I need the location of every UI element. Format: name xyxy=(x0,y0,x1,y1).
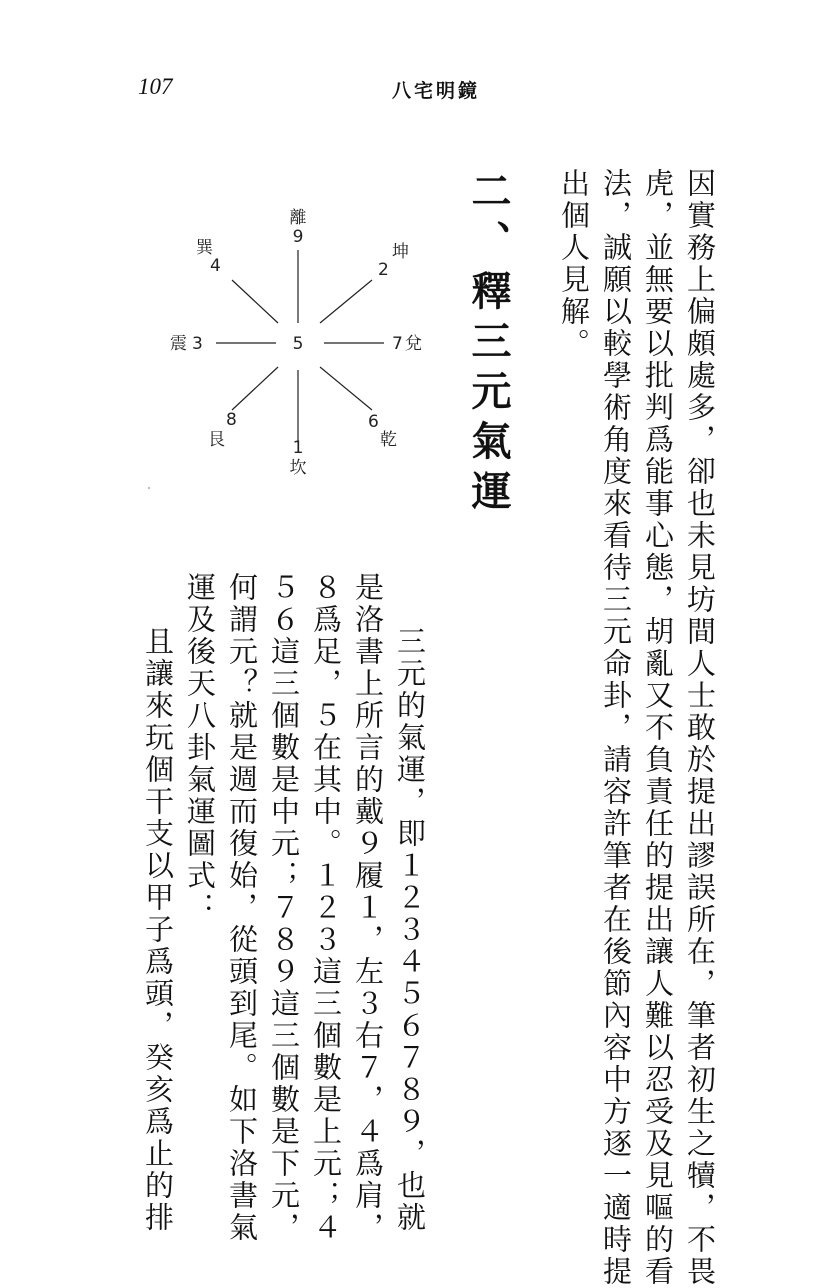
line-down-left xyxy=(232,367,278,410)
body-column: 何謂元？就是週而復始，從頭到尾。如下洛書氣 xyxy=(225,572,259,1244)
body-column: 且讓來玩個干支以甲子爲頭，癸亥爲止的排 xyxy=(141,626,175,1234)
line-down-right xyxy=(320,367,372,410)
line-up-right xyxy=(320,280,372,323)
page-number: 107 xyxy=(138,74,173,99)
number-1: 1 xyxy=(292,438,304,458)
trigram-kun: 坤 xyxy=(392,242,409,262)
number-9: 9 xyxy=(292,227,304,247)
trigram-xun: 巽 xyxy=(196,238,213,258)
body-column: ５６這三個數是中元；７８９這三個數是下元， xyxy=(267,572,301,1244)
trigram-number-diagram xyxy=(160,195,450,495)
number-2: 2 xyxy=(378,260,389,280)
number-7: 7 xyxy=(392,334,403,354)
body-column: 法，誠願以較學術角度來看待三元命卦，請容許筆者在後節內容中方逐一適時提 xyxy=(599,168,633,1288)
number-4: 4 xyxy=(210,256,221,276)
running-title: 八宅明鏡 xyxy=(392,80,481,102)
trigram-qian: 乾 xyxy=(380,430,397,450)
body-column: 運及後天八卦氣運圖式： xyxy=(183,572,217,924)
line-up-left xyxy=(232,280,278,323)
number-3: 3 xyxy=(192,334,203,354)
body-column: 虎，並無要以批判爲能事心態，胡亂又不負責任的提出讓人難以忍受及見嘔的看 xyxy=(641,168,675,1288)
trigram-zhen: 震 xyxy=(170,334,187,354)
body-column: ８爲足，５在其中。１２３這三個數是上元；４ xyxy=(309,572,343,1244)
body-column: 因實務上偏頗處多，卻也未見坊間人士敢於提出謬誤所在，筆者初生之犢，不畏 xyxy=(683,168,717,1288)
section-heading: 二、釋三元氣運 xyxy=(465,170,512,520)
center-number: 5 xyxy=(292,334,304,354)
trigram-kan: 坎 xyxy=(289,458,307,478)
trigram-dui: 兌 xyxy=(405,334,422,354)
trigram-gen: 艮 xyxy=(208,430,225,450)
body-column: 是洛書上所言的戴９履１，左３右７，４爲肩， xyxy=(351,572,385,1244)
print-speck xyxy=(148,487,150,489)
trigram-li: 離 xyxy=(289,208,307,228)
number-6: 6 xyxy=(368,412,379,432)
number-8: 8 xyxy=(226,410,237,430)
body-column: 三元的氣運，即１２３４５６７８９，也就 xyxy=(393,626,427,1234)
body-column: 出個人見解。 xyxy=(557,168,591,360)
